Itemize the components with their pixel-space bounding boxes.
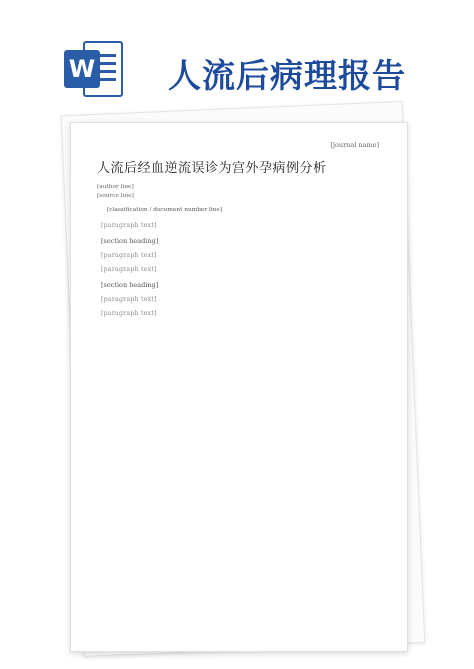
case-paragraph-1: [paragraph text] (101, 252, 157, 260)
source-line: [source line] (97, 193, 134, 199)
article-title: 人流后经血逆流误诊为宫外孕病例分析 (97, 161, 327, 176)
abstract-paragraph: [paragraph text] (101, 222, 157, 229)
discussion-paragraph-2: [paragraph text] (101, 309, 157, 317)
discussion-paragraph-1: [paragraph text] (101, 296, 157, 304)
case-paragraph-2: [paragraph text] (101, 265, 157, 273)
classification-line: [classification / document number line] (107, 207, 223, 213)
document-page (70, 122, 408, 652)
journal-name: [journal name] (330, 141, 379, 149)
section-heading-discussion: [section heading] (101, 281, 159, 290)
document-title: 人流后病理报告 (168, 56, 406, 95)
author-line: [author line] (97, 184, 134, 190)
banner (0, 0, 474, 118)
svg-text:W: W (68, 55, 96, 83)
section-heading-case: [section heading] (101, 237, 159, 246)
word-document-icon (62, 38, 126, 100)
